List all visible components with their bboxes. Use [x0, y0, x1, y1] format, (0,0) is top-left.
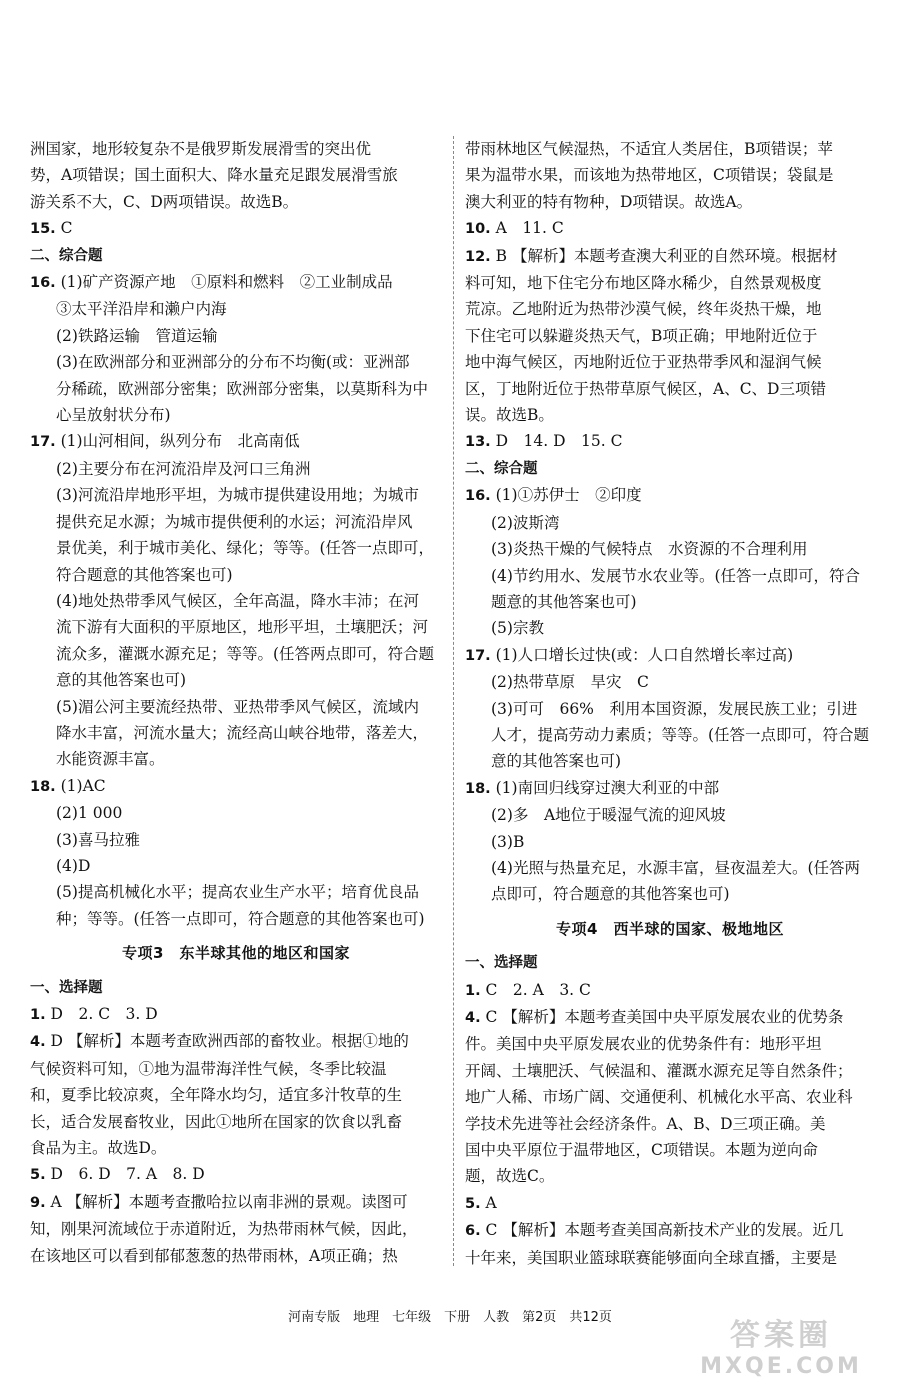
question-number: 16.: [465, 488, 491, 505]
answer-item: [30, 1189, 442, 1216]
answer-line: 水能资源丰富。: [56, 750, 165, 769]
continuation-line: 在该地区可以看到郁郁葱葱的热带雨林，A项正确；热: [30, 1246, 398, 1265]
answer-item: [30, 269, 442, 296]
continuation-line: 带雨林地区气候湿热，不适宜人类居住，B项错误；苹: [465, 140, 833, 158]
answer-text: (1)南回归线穿过澳大利亚的中部: [495, 778, 720, 797]
answer-line: (2)多 A地位于暖湿气流的迎风坡: [491, 806, 726, 825]
answer-line: (4)节约用水、发展节水农业等。(任答一点即可，符合: [491, 566, 861, 585]
answer-text: (1)山河相间，纵列分布 北高南低: [60, 432, 300, 451]
answer-line: (3)可可 66% 利用本国资源，发展民族工业；引进: [491, 699, 858, 718]
answer-line: 人才，提高劳动力素质；等等。(任答一点即可，符合题: [491, 725, 870, 744]
answer-line: 符合题意的其他答案也可): [56, 565, 233, 584]
answer-line: 点即可，符合题意的其他答案也可): [491, 885, 730, 904]
question-number: 4.: [465, 1010, 481, 1026]
answer-item: [465, 243, 875, 270]
answer-item: [30, 1001, 442, 1028]
watermark-title: 答案圈: [730, 1318, 832, 1353]
continuation-line: 势，A项错误；国土面积大、降水量充足跟发展滑雪旅: [30, 166, 398, 185]
continuation-line: 游关系不大，C、D两项错误。故选B。: [30, 192, 299, 211]
section-heading: 二、综合题: [30, 247, 103, 264]
continuation-line: 地中海气候区，丙地附近位于亚热带季风和湿润气候: [465, 353, 822, 372]
question-number: 13.: [465, 434, 491, 451]
answer-item: [465, 1004, 875, 1031]
answer-text: C 【解析】本题考查美国中央平原发展农业的优势条: [485, 1008, 844, 1026]
answer-line: (2)热带草原 旱灾 C: [491, 673, 649, 692]
continuation-line: 知，刚果河流域位于赤道附近，为热带雨林气候，因此，: [30, 1220, 418, 1239]
answer-text: A 【解析】本题考查撒哈拉以南非洲的景观。读图可: [50, 1192, 408, 1211]
continuation-line: 误。故选B。: [465, 406, 554, 425]
answer-item: [30, 1028, 442, 1055]
answer-line: (3)在欧洲部分和亚洲部分的分布不均衡(或：亚洲部: [56, 353, 410, 372]
answer-item: [465, 482, 875, 509]
question-number: 12.: [465, 248, 491, 265]
continuation-line: 气候资料可知，①地为温带海洋性气候，冬季比较温: [30, 1059, 387, 1078]
answer-item: [465, 1190, 875, 1217]
question-number: 17.: [465, 647, 491, 664]
answer-text: (1)①苏伊士 ②印度: [495, 486, 642, 505]
continuation-line: 国中央平原位于温带地区，C项错误。本题为逆向命: [465, 1141, 818, 1160]
continuation-line: 开阔、土壤肥沃、气候温和、灌溉水源充足等自然条件；: [465, 1061, 853, 1080]
answer-line: (4)地处热带季风气候区，全年高温，降水丰沛；在河: [56, 591, 419, 610]
answer-text: A: [485, 1193, 497, 1212]
answer-line: (3)河流沿岸地形平坦，为城市提供建设用地；为城市: [56, 486, 419, 505]
answer-line: 流众多，灌溉水源充足；等等。(任答两点即可，符合题: [56, 644, 435, 663]
watermark-logo: [676, 1318, 886, 1386]
answer-item: [30, 773, 442, 800]
answer-line: 心呈放射状分布): [56, 406, 171, 425]
answer-line: 意的其他答案也可): [56, 671, 187, 690]
answer-line: ③太平洋沿岸和濑户内海: [56, 300, 227, 319]
answer-text: (1)矿产资源产地 ①原料和燃料 ②工业制成品: [60, 273, 393, 292]
question-number: 5.: [30, 1167, 46, 1184]
answer-line: (3)喜马拉雅: [56, 830, 140, 849]
answer-item: [465, 977, 875, 1004]
continuation-line: 学技术先进等社会经济条件。A、B、D三项正确。美: [465, 1114, 826, 1133]
continuation-line: 荒凉。乙地附近为热带沙漠气候，终年炎热干燥，地: [465, 300, 822, 319]
answer-text: C 【解析】本题考查美国高新技术产业的发展。近几: [485, 1221, 844, 1240]
answer-line: 降水丰富，河流水量大；流经高山峡谷地带，落差大，: [56, 723, 429, 742]
continuation-line: 件。美国中央平原发展农业的优势条件有：地形平坦: [465, 1035, 822, 1054]
continuation-line: 下住宅可以躲避炎热天气，B项正确；甲地附近位于: [465, 326, 818, 345]
answer-item: [465, 775, 875, 802]
topic-title: 专项3 东半球其他的地区和国家: [122, 944, 350, 963]
answer-item: [465, 215, 875, 242]
answer-text: D 14. D 15. C: [495, 432, 623, 451]
answer-text: D 2. C 3. D: [50, 1005, 158, 1023]
answer-text: (1)AC: [60, 776, 106, 795]
answer-item: [30, 215, 442, 242]
answer-line: (4)D: [56, 856, 91, 875]
question-number: 17.: [30, 434, 56, 451]
continuation-line: 和，夏季比较凉爽，全年降水均匀，适宜多汁牧草的生: [30, 1086, 403, 1105]
continuation-line: 题，故选C。: [465, 1167, 555, 1186]
continuation-line: 果为温带水果，而该地为热带地区，C项错误；袋鼠是: [465, 166, 834, 185]
question-number: 15.: [30, 221, 56, 238]
answer-line: (5)湄公河主要流经热带、亚热带季风气候区，流域内: [56, 697, 419, 716]
answer-line: 意的其他答案也可): [491, 752, 622, 771]
answer-line: 种；等等。(任答一点即可，符合题意的其他答案也可): [56, 909, 425, 928]
continuation-line: 洲国家，地形较复杂不是俄罗斯发展滑雪的突出优: [30, 140, 372, 158]
answer-line: 流下游有大面积的平原地区，地形平坦，土壤肥沃；河: [56, 618, 429, 637]
answer-line: (4)光照与热量充足，水源丰富，昼夜温差大。(任答两: [491, 858, 861, 877]
section-heading: 二、综合题: [465, 460, 538, 477]
continuation-line: 长，适合发展畜牧业，因此①地所在国家的饮食以乳畜: [30, 1112, 403, 1131]
answer-line: (2)波斯湾: [491, 513, 560, 532]
section-heading: 一、选择题: [30, 979, 103, 996]
page-footer: 河南专版 地理 七年级 下册 人教 第2页 共12页: [288, 1310, 612, 1325]
question-number: 1.: [30, 1007, 46, 1023]
answer-text: A 11. C: [495, 219, 564, 238]
question-number: 1.: [465, 982, 481, 999]
right-column: [465, 136, 875, 1271]
continuation-line: 区，丁地附近位于热带草原气候区，A、C、D三项错: [465, 379, 826, 398]
answer-text: C: [60, 219, 73, 238]
question-number: 6.: [465, 1223, 481, 1240]
left-column: [30, 136, 442, 1269]
answer-item: [465, 428, 875, 455]
column-divider: [453, 136, 454, 1266]
answer-item: [30, 428, 442, 455]
continuation-line: 地广人稀、市场广阔、交通便利、机械化水平高、农业科: [465, 1088, 853, 1107]
answer-item: [30, 1161, 442, 1188]
question-number: 9.: [30, 1194, 46, 1211]
question-number: 5.: [465, 1195, 481, 1212]
continuation-line: 食品为主。故选D。: [30, 1139, 167, 1158]
answer-text: C 2. A 3. C: [485, 980, 591, 999]
answer-line: (5)宗教: [491, 619, 544, 638]
topic-title: 专项4 西半球的国家、极地地区: [556, 919, 784, 938]
continuation-line: 十年来，美国职业篮球联赛能够面向全球直播，主要是: [465, 1248, 838, 1267]
question-number: 18.: [465, 780, 491, 797]
answer-text: D 【解析】本题考查欧洲西部的畜牧业。根据①地的: [50, 1032, 409, 1051]
answer-line: (3)炎热干燥的气候特点 水资源的不合理利用: [491, 540, 808, 559]
question-number: 4.: [30, 1034, 46, 1051]
answer-item: [465, 1217, 875, 1244]
answer-line: 景优美，利于城市美化、绿化；等等。(任答一点即可，: [56, 539, 435, 558]
answer-line: (2)铁路运输 管道运输: [56, 326, 218, 345]
watermark-url: MXQE.COM: [700, 1354, 862, 1379]
answer-line: (2)主要分布在河流沿岸及河口三角洲: [56, 459, 311, 478]
answer-text: (1)人口增长过快(或：人口自然增长率过高): [495, 645, 794, 664]
answer-line: (3)B: [491, 832, 525, 851]
continuation-line: 料可知，地下住宅分布地区降水稀少，自然景观极度: [465, 274, 822, 293]
answer-text: B 【解析】本题考查澳大利亚的自然环境。根据材: [495, 246, 838, 265]
question-number: 18.: [30, 778, 56, 795]
question-number: 10.: [465, 221, 491, 238]
answer-text: D 6. D 7. A 8. D: [50, 1165, 205, 1184]
question-number: 16.: [30, 275, 56, 292]
section-heading: 一、选择题: [465, 955, 538, 972]
answer-line: 题意的其他答案也可): [491, 592, 637, 611]
answer-line: (5)提高机械化水平；提高农业生产水平；培育优良品: [56, 883, 419, 902]
answer-item: [465, 642, 875, 669]
answer-line: (2)1 000: [56, 804, 123, 823]
answer-line: 分稀疏，欧洲部分密集；欧洲部分密集，以莫斯科为中: [56, 379, 429, 398]
answer-line: 提供充足水源；为城市提供便利的水运；河流沿岸风: [56, 512, 413, 531]
continuation-line: 澳大利亚的特有物种，D项错误。故选A。: [465, 192, 753, 211]
